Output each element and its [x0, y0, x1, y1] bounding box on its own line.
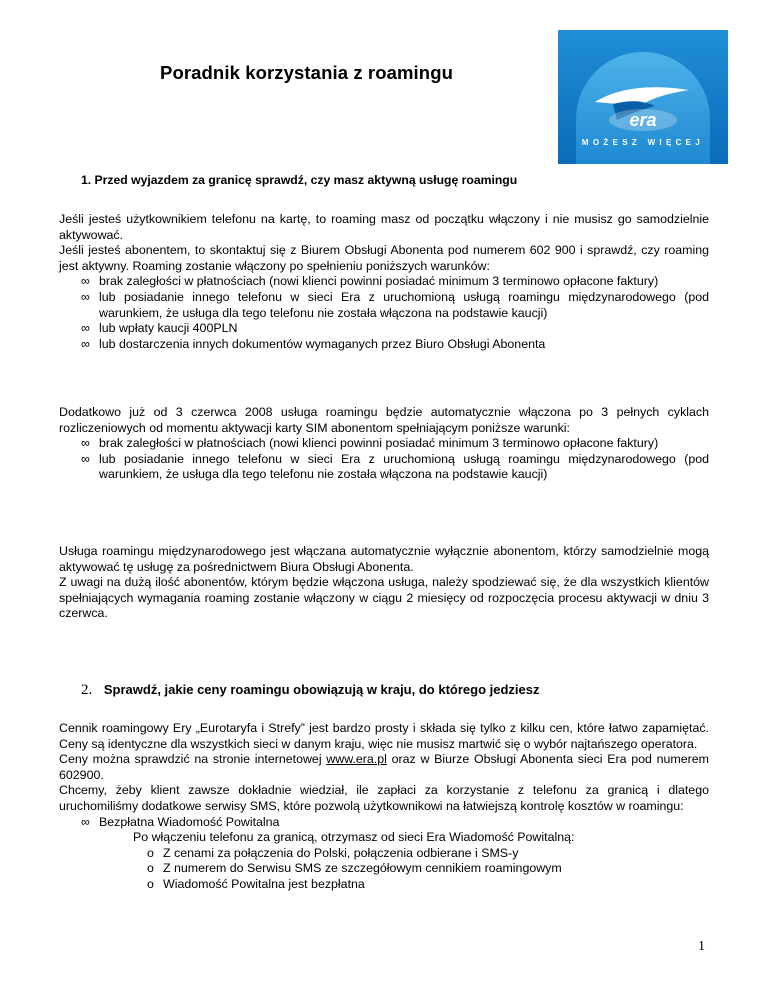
- list-item-text: lub posiadanie innego telefonu w sieci Era z uruchomioną usługą roamingu międzynarodowego (pod warunkiem, że usługa dla tego telefonu nie została włączona na podstawie kaucji): [99, 289, 709, 320]
- logo-slogan: MOŻESZ WIĘCEJ: [581, 138, 705, 147]
- list-item-text: lub wpłaty kaucji 400PLN: [99, 321, 238, 336]
- list-item: [59, 337, 709, 353]
- section1-body-2: [59, 405, 709, 483]
- service-description: Po włączeniu telefonu za granicą, otrzymasz od sieci Era Wiadomość Powitalną:: [133, 830, 575, 845]
- section2-paragraph-1: Cennik roamingowy Ery „Eurotaryfa i Strefy” jest bardzo prosty i składa się tylko z kilku cen, które łatwo zapamiętać. Ceny są identyczne dla wszystkich sieci w danym kraju, więc nie musisz martwić się o wybór najtańszego operatora.: [59, 721, 709, 751]
- section2-number: 2.: [81, 682, 93, 698]
- section1-paragraph-3: Dodatkowo już od 3 czerwca 2008 usługa roamingu będzie automatycznie włączona po 3 pełnych cyklach rozliczeniowych od momentu aktywacji karty SIM abonentom spełniającym poniższe warunki:: [59, 405, 709, 435]
- sub-list-item: [59, 877, 709, 893]
- list-item: [59, 436, 709, 452]
- section1-paragraph-5: Z uwagi na dużą ilość abonentów, którym będzie włączona usługa, należy spodziewać się, że dla wszystkich klientów spełniających wymagania roaming zostanie włączony w ciągu 2 miesięcy od rozpoczęcia procesu aktywacji w dniu 3 czerwca.: [59, 575, 709, 621]
- paragraph-text: oraz w Biurze Obsługi Abonenta sieci Era pod numerem 602900.: [59, 752, 709, 782]
- section1-body-3: [59, 544, 709, 622]
- section1-paragraph-4: Usługa roamingu międzynarodowego jest włączana automatycznie wyłącznie abonentom, którzy samodzielnie mogą aktywować tę usługę za pośrednictwem Biura Obsługi Abonenta.: [59, 544, 709, 574]
- bullet-icon: ∞: [81, 336, 90, 351]
- section1-heading: 1. Przed wyjazdem za granicę sprawdź, czy masz aktywną usługę roamingu: [81, 173, 518, 187]
- section1-paragraph-1: Jeśli jesteś użytkownikiem telefonu na kartę, to roaming masz od początku włączony i nie musisz go samodzielnie aktywować.: [59, 212, 709, 242]
- section1-body: [59, 212, 709, 352]
- bullet-icon: ∞: [81, 321, 90, 336]
- list-item-text: lub posiadanie innego telefonu w sieci Era z uruchomioną usługą roamingu międzynarodowego (pod warunkiem, że usługa dla tego telefonu nie została włączona na podstawie kaucji): [99, 451, 709, 482]
- conditions-list-2: [59, 436, 709, 483]
- services-list: [59, 815, 709, 831]
- circle-bullet-icon: o: [147, 845, 154, 860]
- logo-brand: era: [629, 110, 657, 130]
- page-title: Poradnik korzystania z roamingu: [160, 62, 454, 83]
- list-item: [59, 290, 709, 321]
- sub-list-item: [59, 846, 709, 862]
- paragraph-text: Ceny można sprawdzić na stronie internetowej: [59, 752, 327, 767]
- era-logo: [558, 30, 728, 164]
- bullet-icon: ∞: [81, 451, 90, 466]
- bullet-icon: ∞: [81, 274, 90, 289]
- sub-list-item: [59, 861, 709, 877]
- section2-body: [59, 721, 709, 893]
- circle-bullet-icon: o: [147, 876, 154, 891]
- list-item: [59, 815, 709, 831]
- list-item-text: lub dostarczenia innych dokumentów wymaganych przez Biuro Obsługi Abonenta: [99, 336, 546, 351]
- section2-heading-text: Sprawdź, jakie ceny roamingu obowiązują w kraju, do którego jedziesz: [103, 682, 540, 697]
- list-item: [59, 321, 709, 337]
- sub-list-item-text: Z cenami za połączenia do Polski, połączenia odbierane i SMS-y: [163, 845, 519, 860]
- section1-paragraph-2: Jeśli jesteś abonentem, to skontaktuj się z Biurem Obsługi Abonenta pod numerem 602 900 i sprawdź, czy roaming jest aktywny. Roaming zostanie włączony po spełnieniu poniższych warunków:: [59, 243, 709, 273]
- era-website-link[interactable]: www.era.pl: [326, 752, 387, 767]
- list-item-text: Bezpłatna Wiadomość Powitalna: [99, 814, 280, 829]
- bullet-icon: ∞: [81, 289, 90, 304]
- sub-list-item-text: Z numerem do Serwisu SMS ze szczegółowym cennikiem roamingowym: [163, 861, 562, 876]
- section2-heading: [81, 682, 539, 699]
- list-item-text: brak zaległości w płatnościach (nowi klienci powinni posiadać minimum 3 terminowo opłacone faktury): [99, 436, 659, 451]
- circle-bullet-icon: o: [147, 861, 154, 876]
- section2-paragraph-3: Chcemy, żeby klient zawsze dokładnie wiedział, ile zapłaci za korzystanie z telefonu za granicą i dlatego uruchomiliśmy dodatkowe serwisy SMS, które pozwolą użytkownikowi na łatwiejszą kontrolę kosztów w roamingu:: [59, 783, 709, 813]
- list-item-text: brak zaległości w płatnościach (nowi klienci powinni posiadać minimum 3 terminowo opłacone faktury): [99, 274, 659, 289]
- page-number: 1: [698, 939, 705, 954]
- bullet-icon: ∞: [81, 436, 90, 451]
- bullet-icon: ∞: [81, 814, 90, 829]
- list-item: [59, 274, 709, 290]
- list-item: [59, 452, 709, 483]
- sub-list-item-text: Wiadomość Powitalna jest bezpłatna: [163, 876, 365, 891]
- section2-paragraph-2: [59, 752, 709, 783]
- conditions-list: [59, 274, 709, 352]
